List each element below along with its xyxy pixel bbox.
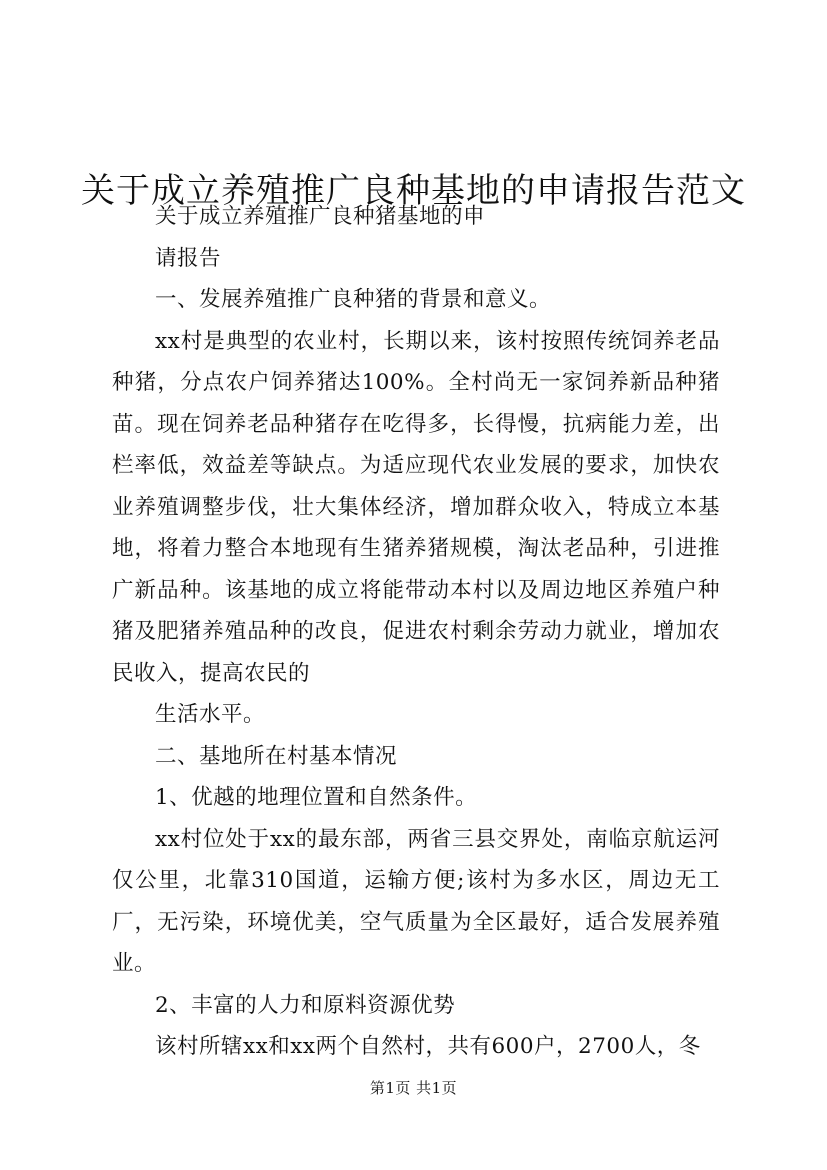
paragraph-heading-line-1: 关于成立养殖推广良种猪基地的申 <box>155 204 486 229</box>
subsection-heading-1: 1、优越的地理位置和自然条件。 <box>155 785 478 810</box>
document-body <box>112 196 720 1068</box>
section-heading-2: 二、基地所在村基本情况 <box>155 743 398 769</box>
paragraph-heading-line-2: 请报告 <box>155 245 222 271</box>
paragraph-background: xx村是典型的农业村，长期以来，该村按照传统饲养老品种猪，分点农户饲养猪达100%。全村尚无一家饲养新品种猪苗。现在饲养老品种猪存在吃得多，长得慢，抗病能力差，出栏率低，效益差等缺点。为适应现代农业发展的要求，加快农业养殖调整步伐，壮大集体经济，增加群众收入，特成立本基地，将着力整合本地现有生猪养猪规模，淘汰老品种，引进推广新品种。该基地的成立将能带动本村以及周边地区养殖户种猪及肥猪养殖品种的改良，促进农村剩余劳动力就业，增加农民收入，提高农民的 <box>112 328 720 686</box>
page-footer: 第1页 共1页 <box>369 1079 458 1097</box>
subsection-heading-2: 2、丰富的人力和原料资源优势 <box>155 992 456 1018</box>
paragraph-resources: 该村所辖xx和xx两个自然村，共有600户，2700人，冬 <box>155 1034 701 1059</box>
document-title: 关于成立养殖推广良种基地的申请报告范文 <box>81 170 746 211</box>
section-heading-1: 一、发展养殖推广良种猪的背景和意义。 <box>155 287 552 312</box>
paragraph-location: xx村位处于xx的最东部，两省三县交界处，南临京航运河仅公里，北靠310国道，运输方便;该村为多水区，周边无工厂，无污染，环境优美，空气质量为全区最好，适合发展养殖业。 <box>112 826 720 976</box>
paragraph-living-standard: 生活水平。 <box>155 702 266 727</box>
